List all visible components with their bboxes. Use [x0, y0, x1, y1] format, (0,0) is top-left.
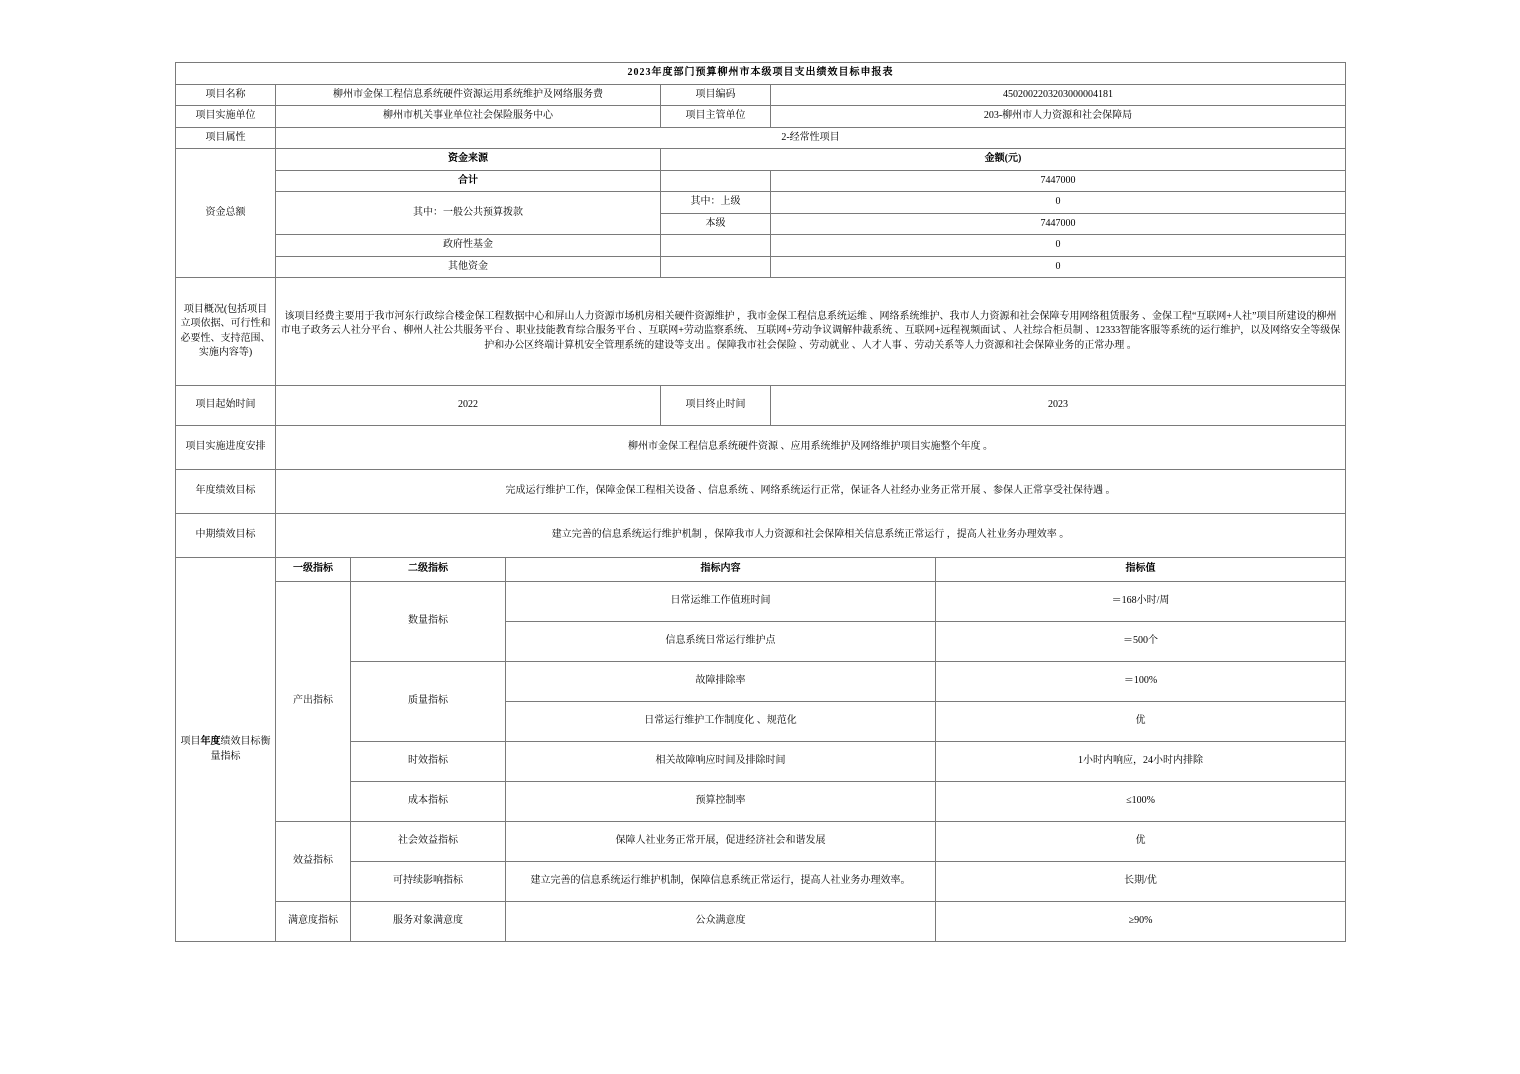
value-schedule: 柳州市金保工程信息系统硬件资源 、应用系统维护及网络维护项目实施整个年度 。 [276, 426, 1346, 470]
indicator-content: 相关故障响应时间及排除时间 [506, 742, 936, 782]
value-start-time: 2022 [276, 386, 661, 426]
label-indicator-section [176, 558, 276, 942]
level2-cost: 成本指标 [351, 782, 506, 822]
indicator-value: 长期/优 [936, 862, 1346, 902]
level1-benefit: 效益指标 [276, 822, 351, 902]
indicator-value: 优 [936, 702, 1346, 742]
indicator-value: ≤100% [936, 782, 1346, 822]
indicator-content: 预算控制率 [506, 782, 936, 822]
value-supervisor-unit: 203-柳州市人力资源和社会保障局 [771, 106, 1346, 128]
header-level1: 一级指标 [276, 558, 351, 582]
indicator-content: 建立完善的信息系统运行维护机制，保障信息系统正常运行，提高人社业务办理效率。 [506, 862, 936, 902]
label-fund-total: 资金总额 [176, 149, 276, 278]
level2-quantity: 数量指标 [351, 582, 506, 662]
fund-row-sub [661, 235, 771, 257]
value-project-attribute: 2-经常性项目 [276, 127, 1346, 149]
page-title: 2023年度部门预算柳州市本级项目支出绩效目标申报表 [176, 63, 1346, 85]
label-schedule: 项目实施进度安排 [176, 426, 276, 470]
indicator-value: ≥90% [936, 902, 1346, 942]
indicator-content: 信息系统日常运行维护点 [506, 622, 936, 662]
label-supervisor-unit: 项目主管单位 [661, 106, 771, 128]
level2-social-benefit: 社会效益指标 [351, 822, 506, 862]
indicator-value: ＝500个 [936, 622, 1346, 662]
fund-row-amount: 0 [771, 192, 1346, 214]
indicator-content: 日常运行维护工作制度化 、规范化 [506, 702, 936, 742]
indicator-label-post: 绩效目标衡量指标 [210, 736, 271, 762]
label-project-overview: 项目概况(包括项目立项依据、可行性和必要性、支持范围、实施内容等) [176, 278, 276, 386]
value-midterm-goal: 建立完善的信息系统运行维护机制 ，保障我市人力资源和社会保障相关信息系统正常运行 ，提高人社业务办理效率 。 [276, 514, 1346, 558]
header-fund-source: 资金来源 [276, 149, 661, 171]
label-end-time: 项目终止时间 [661, 386, 771, 426]
fund-row-source: 其中：一般公共预算拨款 [276, 192, 661, 235]
header-fund-amount: 金额(元) [661, 149, 1346, 171]
value-project-name: 柳州市金保工程信息系统硬件资源运用系统维护及网络服务费 [276, 84, 661, 106]
fund-row-source: 其他资金 [276, 256, 661, 278]
value-project-code: 4502002203203000004181 [771, 84, 1346, 106]
performance-target-table [175, 62, 1346, 942]
value-annual-goal: 完成运行维护工作，保障金保工程相关设备 、信息系统 、网络系统运行正常，保证各人社经办业务正常开展 、参保人正常享受社保待遇 。 [276, 470, 1346, 514]
fund-row-sub: 其中：上级 [661, 192, 771, 214]
value-end-time: 2023 [771, 386, 1346, 426]
indicator-content: 日常运维工作值班时间 [506, 582, 936, 622]
level2-service-satisfaction: 服务对象满意度 [351, 902, 506, 942]
fund-row-source: 合计 [276, 170, 661, 192]
indicator-value: 1小时内响应，24小时内排除 [936, 742, 1346, 782]
indicator-content: 保障人社业务正常开展，促进经济社会和谐发展 [506, 822, 936, 862]
fund-row-amount: 0 [771, 256, 1346, 278]
fund-row-amount: 7447000 [771, 213, 1346, 235]
fund-row-amount: 0 [771, 235, 1346, 257]
label-impl-unit: 项目实施单位 [176, 106, 276, 128]
level1-satisfaction: 满意度指标 [276, 902, 351, 942]
label-annual-goal: 年度绩效目标 [176, 470, 276, 514]
label-midterm-goal: 中期绩效目标 [176, 514, 276, 558]
fund-row-sub: 本级 [661, 213, 771, 235]
level2-sustainable-impact: 可持续影响指标 [351, 862, 506, 902]
value-project-overview: 该项目经费主要用于我市河东行政综合楼金保工程数据中心和屏山人力资源市场机房相关硬件资源维护 ，我市金保工程信息系统运维 、网络系统维护、我市人力资源和社会保障专用网络租赁服务 、金保工程“互联网+人社”项目所建设的柳州市电子政务云人社分平台 、柳州人社公共服务平台 、职业技能教育综合服务平台 、互联网+劳动监察系统、 互联网+劳动争议调解仲裁系统 、互联网+远程视频面试 、人社综合柜员制 、12333智能客服等系统的运行维护，以及网络安全等级保护和办公区终端计算机安全管理系统的建设等支出 。保障我市社会保险 、劳动就业 、人才人事 、劳动关系等人力资源和社会保障业务的正常办理 。 [276, 278, 1346, 386]
indicator-content: 公众满意度 [506, 902, 936, 942]
fund-row-sub [661, 256, 771, 278]
indicator-value: ＝168小时/周 [936, 582, 1346, 622]
level1-output: 产出指标 [276, 582, 351, 822]
level2-timeliness: 时效指标 [351, 742, 506, 782]
header-indicator-value: 指标值 [936, 558, 1346, 582]
fund-row-sub [661, 170, 771, 192]
value-impl-unit: 柳州市机关事业单位社会保险服务中心 [276, 106, 661, 128]
indicator-label-bold: 年度 [200, 736, 221, 747]
header-indicator-content: 指标内容 [506, 558, 936, 582]
level2-quality: 质量指标 [351, 662, 506, 742]
indicator-label-pre: 项目 [180, 736, 201, 747]
header-level2: 二级指标 [351, 558, 506, 582]
fund-row-source: 政府性基金 [276, 235, 661, 257]
indicator-value: 优 [936, 822, 1346, 862]
label-start-time: 项目起始时间 [176, 386, 276, 426]
fund-row-amount: 7447000 [771, 170, 1346, 192]
indicator-content: 故障排除率 [506, 662, 936, 702]
label-project-attribute: 项目属性 [176, 127, 276, 149]
label-project-name: 项目名称 [176, 84, 276, 106]
indicator-value: ＝100% [936, 662, 1346, 702]
label-project-code: 项目编码 [661, 84, 771, 106]
